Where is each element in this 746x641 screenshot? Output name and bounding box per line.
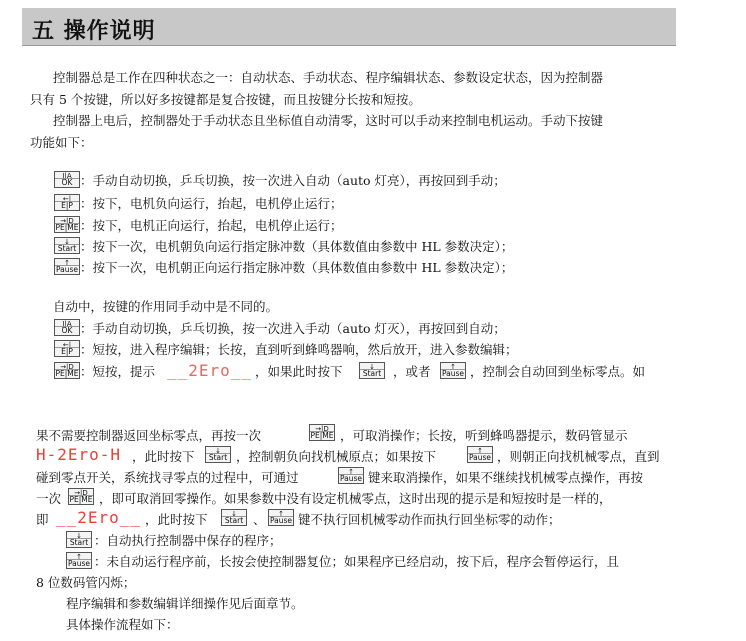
body-line: 键不执行回机械零动作而执行回坐标零的动作；: [298, 512, 561, 527]
body-line: 具体操作流程如下：: [66, 617, 179, 632]
intro-line: 功能如下：: [30, 135, 93, 150]
body-line: 碰到零点开关，系统找寻零点的过程中，可通过: [36, 470, 299, 485]
etp-key-icon: ←| E|P: [54, 340, 80, 357]
ok-key-icon: J|A OK: [54, 319, 80, 336]
body-line: 键来取消操作，如果不继续找机械零点操作，再按: [368, 470, 644, 485]
segment-display: H-2Ero-H: [36, 445, 122, 464]
body-line: ，可取消操作；长按，听到蜂鸣器提示，数码管显示: [340, 428, 628, 443]
pause-key-icon: ↑ Pause: [339, 468, 363, 483]
body-line: ，此时按下: [145, 512, 208, 527]
pe-key-icon: →|D PE|ME: [55, 217, 79, 232]
body-line: ，即可取消回零操作。如果参数中没有设定机械零点，这时出现的提示是和短按时是一样的，: [99, 491, 612, 506]
start-key-icon: ↓ Start: [205, 446, 231, 463]
section-title: 五 操作说明: [32, 19, 156, 44]
body-line: 、: [253, 512, 266, 527]
segment-display: __2Ero__: [56, 508, 142, 527]
manual-line: ：按下一次，电机朝负向运行指定脉冲数（具体数值由参数中 HL 参数决定）；: [80, 239, 514, 254]
body-line: 一次: [36, 491, 62, 506]
body-line: 8 位数码管闪烁；: [36, 575, 136, 590]
body-line: ：未自动运行程序前，长按会使控制器复位；如果程序已经启动，按下后，程序会暂停运行，且: [94, 554, 620, 569]
auto-heading: 自动中，按键的作用同手动中是不同的。: [53, 299, 279, 314]
pause-key-icon: ↑ Pause: [55, 259, 79, 274]
manual-line: ：按下，电机负向运行，抬起，电机停止运行；: [80, 196, 343, 211]
start-key-icon: ↓ Start: [66, 531, 92, 548]
auto-line: ，控制会自动回到坐标零点。如: [470, 364, 646, 379]
start-key-icon: ↓ Start: [54, 237, 80, 254]
body-line: ：自动执行控制器中保存的程序；: [94, 533, 282, 548]
manual-line: ：手动自动切换，乒乓切换，按一次进入自动（auto 灯亮），再按回到手动；: [80, 173, 506, 188]
segment-display: __2Ero__: [167, 361, 253, 380]
auto-line: ：手动自动切换，乒乓切换，按一次进入手动（auto 灯灭），再按回到自动；: [80, 321, 506, 336]
body-line: 即: [36, 512, 49, 527]
body-line: ，则朝正向找机械零点，直到: [497, 449, 660, 464]
auto-line: ：短按，进入程序编辑；长按，直到听到蜂鸣器响，然后放开，进入参数编辑；: [80, 342, 518, 357]
pe-key-icon: →|D PE|ME: [55, 363, 79, 378]
body-line: ，控制朝负向找机械原点；如果按下: [236, 449, 437, 464]
pause-key-icon: ↑ Pause: [269, 510, 293, 525]
pause-key-icon: ↑ Pause: [67, 553, 91, 568]
intro-line: 控制器上电后，控制器处于手动状态且坐标值自动清零，这时可以手动来控制电机运动。手动下按键: [53, 113, 604, 128]
etp-key-icon: ←| E|P: [54, 194, 80, 211]
auto-line: ，或者: [393, 364, 431, 379]
intro-line: 控制器总是工作在四种状态之一：自动状态、手动状态、程序编辑状态、参数设定状态，因为控制器: [53, 70, 604, 85]
section-header: [22, 8, 676, 46]
start-key-icon: ↓ Start: [221, 509, 247, 526]
auto-line: ，如果此时按下: [255, 364, 343, 379]
pause-key-icon: ↑ Pause: [468, 447, 492, 462]
pe-key-icon: →|D PE|ME: [69, 489, 93, 504]
pe-key-icon: →|D PE|ME: [310, 425, 334, 440]
intro-line: 只有 5 个按键，所以好多按键都是复合按键，而且按键分长按和短按。: [30, 92, 421, 107]
manual-line: ：按下，电机正向运行，抬起，电机停止运行；: [80, 218, 343, 233]
ok-key-icon: J|A OK: [54, 171, 80, 188]
start-key-icon: ↓ Start: [359, 362, 385, 379]
body-line: 程序编辑和参数编辑详细操作见后面章节。: [66, 596, 304, 611]
body-line: ，此时按下: [132, 449, 195, 464]
auto-line: ：短按，提示: [80, 364, 156, 379]
pause-key-icon: ↑ Pause: [441, 363, 465, 378]
body-line: 果不需要控制器返回坐标零点，再按一次: [36, 428, 262, 443]
manual-line: ：按下一次，电机朝正向运行指定脉冲数（具体数值由参数中 HL 参数决定）；: [80, 260, 514, 275]
